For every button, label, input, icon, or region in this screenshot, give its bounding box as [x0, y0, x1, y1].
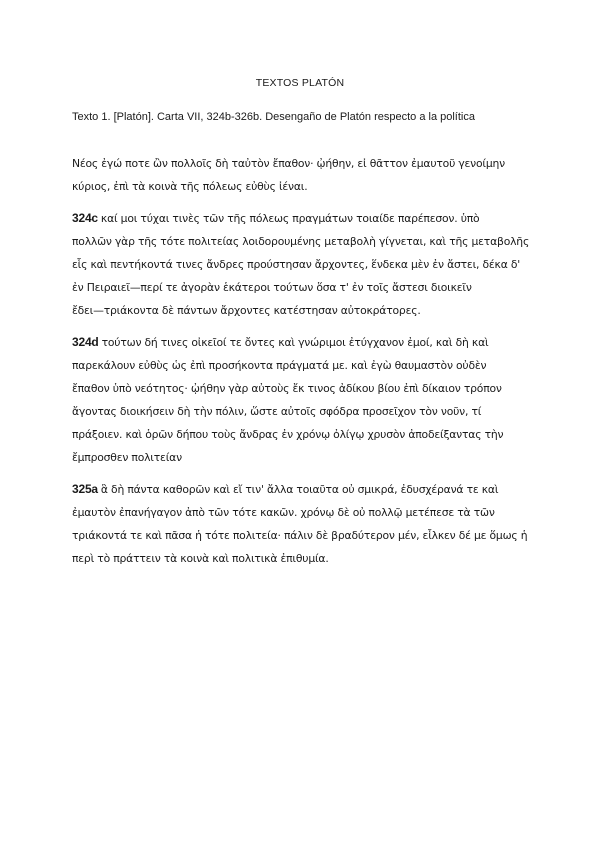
- text-line: εἷς καὶ πεντήκοντά τινες ἄνδρες προύστησαν ἄρχοντες, ἕνδεκα μὲν ἐν ἄστει, δέκα δ': [72, 258, 521, 271]
- text-line: τριάκοντά τε καὶ πᾶσα ἡ τότε πολιτεία· πάλιν δὲ βραδύτερον μέν, εἷλκεν δέ με ὅμως ἡ: [72, 529, 528, 542]
- text-line: ἔμπροσθεν πολιτείαν: [72, 451, 182, 464]
- text-line: ἄγοντας διοικήσειν δὴ τὴν πόλιν, ὥστε αὐτοῖς σφόδρα προσεῖχον τὸν νοῦν, τί: [72, 405, 482, 418]
- text-line-content: ἃ δὴ πάντα καθορῶν καὶ εἴ τιν' ἄλλα τοιαῦτα οὐ σμικρά, ἐδυσχέρανά τε καὶ: [100, 483, 499, 496]
- text-line: ἐν Πειραιεῖ—περί τε ἀγορὰν ἑκάτεροι τούτων ὅσα τ' ἐν τοῖς ἄστεσι διοικεῖν: [72, 281, 472, 294]
- text-line: παρεκάλουν εὐθὺς ὡς ἐπὶ προσήκοντα πράγματά με. καὶ ἐγὼ θαυμαστὸν οὐδὲν: [72, 359, 487, 372]
- text-line: κύριος, ἐπὶ τὰ κοινὰ τῆς πόλεως εὐθὺς ἰέναι.: [72, 180, 308, 193]
- text-line: [72, 331, 534, 354]
- text-line: [72, 478, 534, 501]
- document-body: [72, 152, 534, 579]
- paragraph-324d: [72, 331, 534, 469]
- paragraph-325a: [72, 478, 534, 570]
- text-line: περὶ τὸ πράττειν τὰ κοινὰ καὶ πολιτικὰ ἐπιθυμία.: [72, 552, 329, 565]
- stephanus-reference: 324d: [72, 335, 99, 349]
- text-line: πολλῶν γὰρ τῆς τότε πολιτείας λοιδορουμένης μεταβολὴ γίγνεται, καὶ τῆς μεταβολῆς: [72, 235, 530, 248]
- text-line: ἐμαυτὸν ἐπανήγαγον ἀπὸ τῶν τότε κακῶν. χρόνῳ δὲ οὐ πολλῷ μετέπεσε τὰ τῶν: [72, 506, 495, 519]
- paragraph-324c: [72, 207, 534, 322]
- text-line-content: καί μοι τύχαι τινὲς τῶν τῆς πόλεως πραγμάτων τοιαίδε παρέπεσον. ὑπὸ: [100, 212, 480, 225]
- document-title: TEXTOS PLATÓN: [255, 77, 345, 89]
- stephanus-reference: 325a: [72, 482, 98, 496]
- text-line-content: τούτων δή τινες οἰκεῖοί τε ὄντες καὶ γνώριμοι ἐτύγχανον ἐμοί, καὶ δὴ καὶ: [101, 336, 489, 349]
- document-subtitle: Texto 1. [Platón]. Carta VII, 324b-326b. Desengaño de Platón respecto a la política: [72, 111, 475, 123]
- stephanus-reference: 324c: [72, 211, 98, 225]
- text-line: Νέος ἐγώ ποτε ὢν πολλοῖς δὴ ταὐτὸν ἔπαθον· ᾠήθην, εἰ θᾶττον ἐμαυτοῦ γενοίμην: [72, 157, 506, 170]
- paragraph-intro: [72, 152, 534, 198]
- text-line: ἔδει—τριάκοντα δὲ πάντων ἄρχοντες κατέστησαν αὐτοκράτορες.: [72, 304, 421, 317]
- text-line: ἔπαθον ὑπὸ νεότητος· ᾠήθην γὰρ αὐτοὺς ἔκ τινος ἀδίκου βίου ἐπὶ δίκαιον τρόπον: [72, 382, 502, 395]
- text-line: [72, 207, 534, 230]
- text-line: πράξοιεν. καὶ ὁρῶν δήπου τοὺς ἄνδρας ἐν χρόνῳ ὀλίγῳ χρυσὸν ἀποδείξαντας τὴν: [72, 428, 504, 441]
